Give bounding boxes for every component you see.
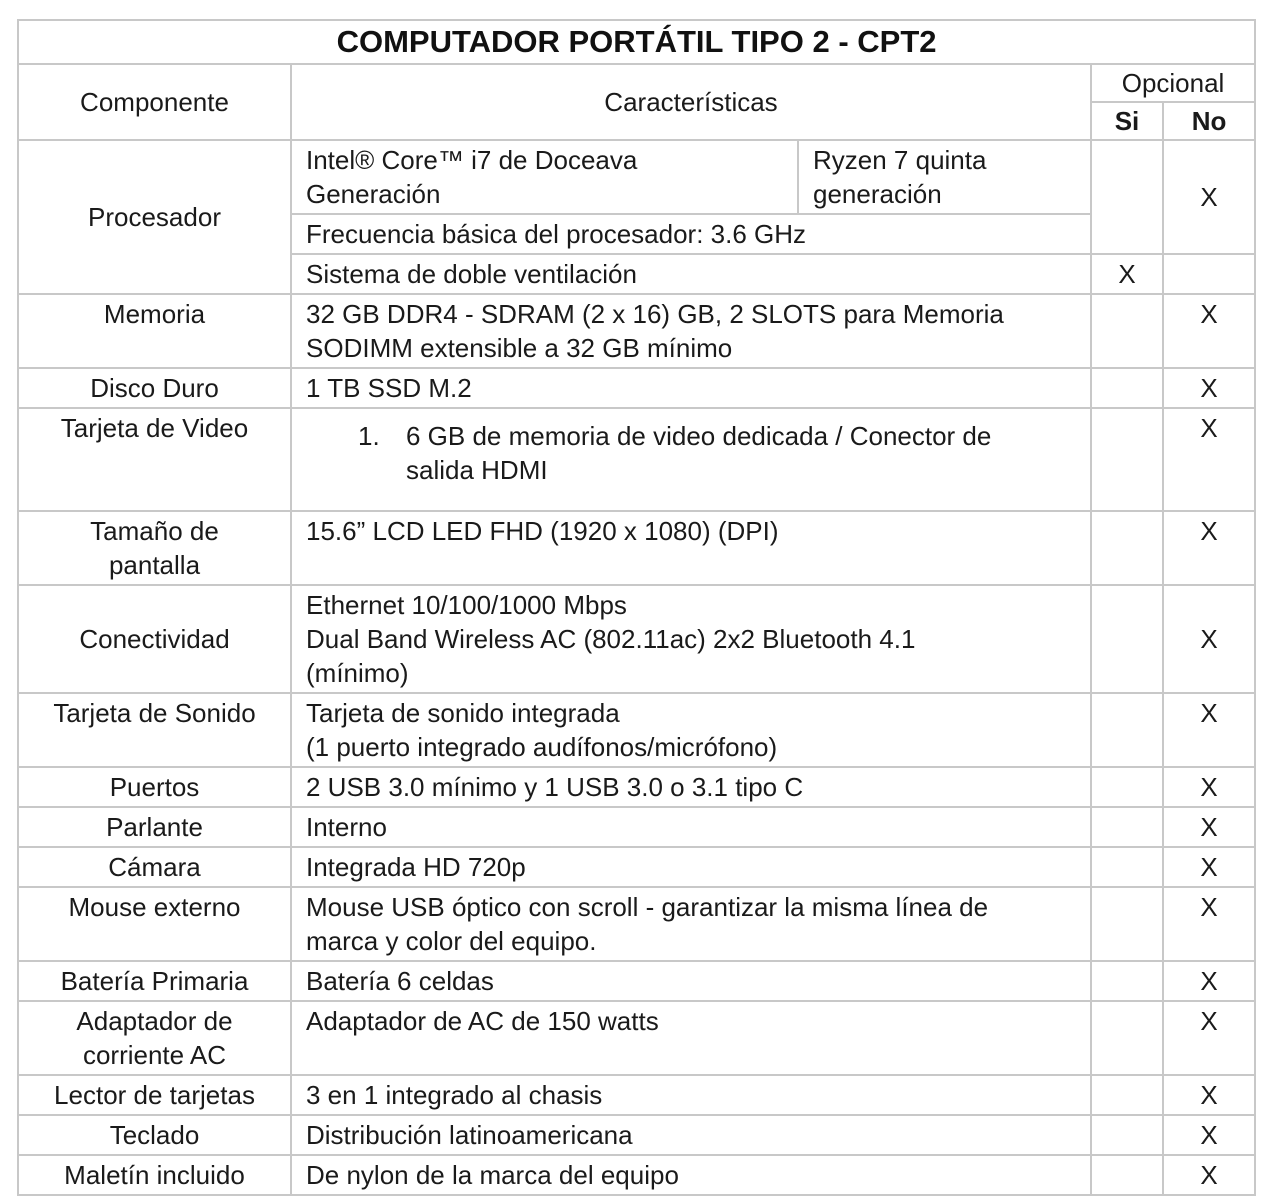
- cooling-si-mark: X: [1091, 254, 1163, 294]
- adapter-desc: Adaptador de AC de 150 watts: [291, 1001, 1091, 1075]
- processor-ryzen-line-2: generación: [813, 179, 942, 209]
- camera-no-mark: X: [1163, 847, 1255, 887]
- connectivity-line-1: Ethernet 10/100/1000 Mbps: [306, 590, 627, 620]
- component-mouse: Mouse externo: [18, 887, 291, 961]
- connectivity-desc: [291, 585, 1091, 693]
- sound-si-mark: [1091, 693, 1163, 767]
- component-battery: Batería Primaria: [18, 961, 291, 1001]
- video-line-1: 6 GB de memoria de video dedicada / Conector de: [406, 421, 992, 451]
- memory-no-mark: X: [1163, 294, 1255, 368]
- component-disk: Disco Duro: [18, 368, 291, 408]
- component-keyboard: Teclado: [18, 1115, 291, 1155]
- memory-desc: [291, 294, 1091, 368]
- component-memory: Memoria: [18, 294, 291, 368]
- processor-frequency: Frecuencia básica del procesador: 3.6 GHz: [291, 214, 1091, 254]
- connectivity-line-2: Dual Band Wireless AC (802.11ac) 2x2 Bluetooth 4.1: [306, 624, 916, 654]
- ports-si-mark: [1091, 767, 1163, 807]
- screen-name-line-1: Tamaño de: [90, 516, 219, 546]
- battery-desc: Batería 6 celdas: [291, 961, 1091, 1001]
- component-cardreader: Lector de tarjetas: [18, 1075, 291, 1115]
- camera-si-mark: [1091, 847, 1163, 887]
- mouse-desc: [291, 887, 1091, 961]
- connectivity-no-mark: X: [1163, 585, 1255, 693]
- mouse-line-1: Mouse USB óptico con scroll - garantizar la misma línea de: [306, 892, 989, 922]
- component-processor: Procesador: [18, 140, 291, 294]
- processor-intel-line-2: Generación: [306, 179, 441, 209]
- memory-line-2: SODIMM extensible a 32 GB mínimo: [306, 333, 733, 363]
- ports-no-mark: X: [1163, 767, 1255, 807]
- keyboard-si-mark: [1091, 1115, 1163, 1155]
- component-sound: Tarjeta de Sonido: [18, 693, 291, 767]
- battery-no-mark: X: [1163, 961, 1255, 1001]
- memory-line-1: 32 GB DDR4 - SDRAM (2 x 16) GB, 2 SLOTS para Memoria: [306, 299, 1004, 329]
- component-connectivity: Conectividad: [18, 585, 291, 693]
- sound-line-1: Tarjeta de sonido integrada: [306, 698, 620, 728]
- case-no-mark: X: [1163, 1155, 1255, 1195]
- adapter-si-mark: [1091, 1001, 1163, 1075]
- header-optional: Opcional: [1091, 64, 1255, 102]
- processor-cooling: Sistema de doble ventilación: [291, 254, 1091, 294]
- header-component: Componente: [18, 64, 291, 140]
- speaker-no-mark: X: [1163, 807, 1255, 847]
- cardreader-desc: 3 en 1 integrado al chasis: [291, 1075, 1091, 1115]
- video-list-item: [292, 409, 1090, 497]
- case-desc: De nylon de la marca del equipo: [291, 1155, 1091, 1195]
- video-desc: [291, 408, 1091, 511]
- table-title: COMPUTADOR PORTÁTIL TIPO 2 - CPT2: [18, 20, 1255, 64]
- mouse-no-mark: X: [1163, 887, 1255, 961]
- sound-no-mark: X: [1163, 693, 1255, 767]
- video-si-mark: [1091, 408, 1163, 511]
- header-no: No: [1163, 102, 1255, 140]
- header-si: Si: [1091, 102, 1163, 140]
- video-no-mark: X: [1163, 408, 1255, 511]
- processor-intel: [291, 140, 798, 214]
- sound-desc: [291, 693, 1091, 767]
- screen-name-line-2: pantalla: [108, 550, 201, 580]
- speaker-desc: Interno: [291, 807, 1091, 847]
- sound-line-2: (1 puerto integrado audífonos/micrófono): [306, 732, 778, 762]
- memory-si-mark: [1091, 294, 1163, 368]
- screen-no-mark: X: [1163, 511, 1255, 585]
- screen-desc: 15.6” LCD LED FHD (1920 x 1080) (DPI): [291, 511, 1091, 585]
- component-ports: Puertos: [18, 767, 291, 807]
- component-case: Maletín incluido: [18, 1155, 291, 1195]
- component-adapter: [18, 1001, 291, 1075]
- processor-ryzen-line-1: Ryzen 7 quinta: [813, 145, 987, 175]
- ports-desc: 2 USB 3.0 mínimo y 1 USB 3.0 o 3.1 tipo C: [291, 767, 1091, 807]
- cardreader-si-mark: [1091, 1075, 1163, 1115]
- video-list-number: 1.: [358, 421, 380, 451]
- camera-desc: Integrada HD 720p: [291, 847, 1091, 887]
- screen-si-mark: [1091, 511, 1163, 585]
- case-si-mark: [1091, 1155, 1163, 1195]
- processor-ryzen: [798, 140, 1091, 214]
- adapter-no-mark: X: [1163, 1001, 1255, 1075]
- component-screen: [18, 511, 291, 585]
- keyboard-desc: Distribución latinoamericana: [291, 1115, 1091, 1155]
- processor-si-mark: [1091, 140, 1163, 254]
- mouse-line-2: marca y color del equipo.: [306, 926, 597, 956]
- header-characteristics: Características: [291, 64, 1091, 140]
- mouse-si-mark: [1091, 887, 1163, 961]
- disk-si-mark: [1091, 368, 1163, 408]
- component-video: Tarjeta de Video: [18, 408, 291, 511]
- cooling-no-mark: [1163, 254, 1255, 294]
- speaker-si-mark: [1091, 807, 1163, 847]
- adapter-name-line-1: Adaptador de: [76, 1006, 233, 1036]
- processor-no-mark: X: [1163, 140, 1255, 254]
- spec-table: [17, 19, 1256, 1196]
- disk-no-mark: X: [1163, 368, 1255, 408]
- processor-intel-line-1: Intel® Core™ i7 de Doceava: [306, 145, 638, 175]
- keyboard-no-mark: X: [1163, 1115, 1255, 1155]
- connectivity-line-3: (mínimo): [306, 658, 409, 688]
- disk-desc: 1 TB SSD M.2: [291, 368, 1091, 408]
- component-camera: Cámara: [18, 847, 291, 887]
- video-line-2: salida HDMI: [406, 455, 548, 485]
- component-speaker: Parlante: [18, 807, 291, 847]
- video-list-text: [406, 419, 1070, 487]
- connectivity-si-mark: [1091, 585, 1163, 693]
- battery-si-mark: [1091, 961, 1163, 1001]
- adapter-name-line-2: corriente AC: [82, 1040, 227, 1070]
- cardreader-no-mark: X: [1163, 1075, 1255, 1115]
